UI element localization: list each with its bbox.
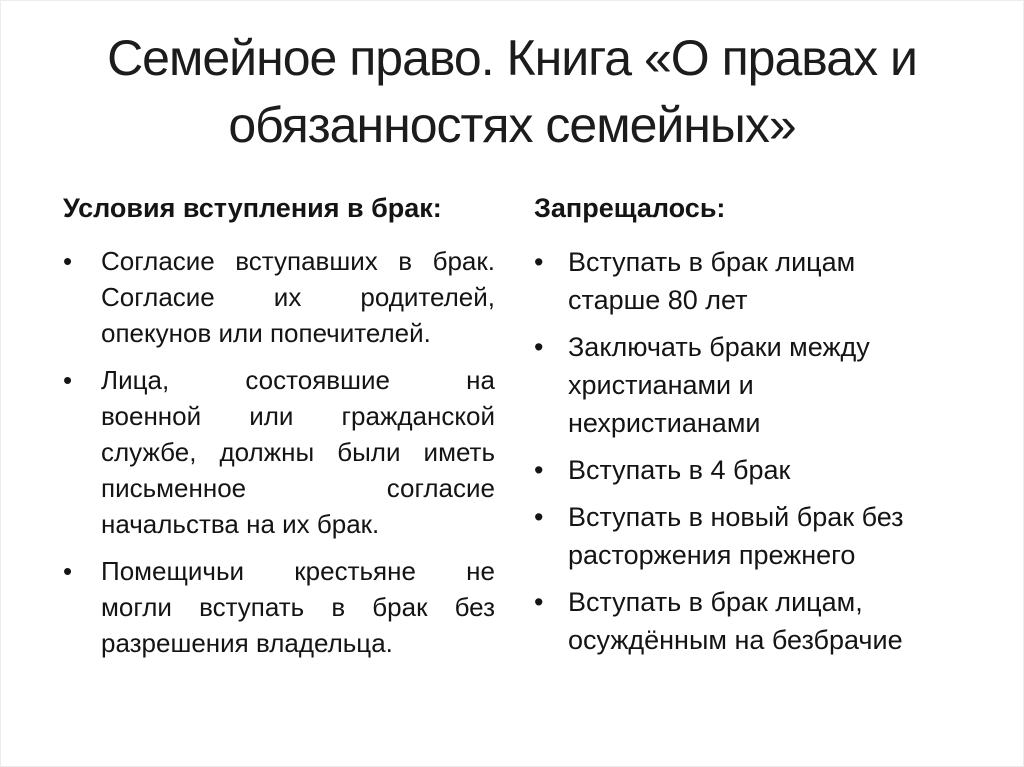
- list-item: [534, 451, 984, 489]
- bullet-text: Заключать браки между христианами и нехристианами: [568, 332, 870, 438]
- bullet-icon: •: [534, 455, 544, 485]
- bullet-icon: •: [63, 556, 73, 586]
- bullet-icon: •: [534, 502, 544, 532]
- list-item: [534, 243, 984, 319]
- bullet-icon: •: [534, 247, 544, 277]
- column-header-prohibitions: Запрещалось:: [534, 193, 726, 223]
- column-marriage-conditions: [63, 191, 495, 672]
- bullet-icon: •: [63, 246, 73, 276]
- bullet-list-prohibitions: [534, 243, 984, 659]
- bullet-text: Вступать в брак лицам, осуждённым на безбрачие: [568, 587, 903, 655]
- bullet-text: Помещичьи крестьяне не могли вступать в брак без разрешения владельца.: [101, 556, 495, 658]
- bullet-text: Вступать в 4 брак: [568, 455, 791, 485]
- slide-title: Семейное право. Книга «О правах и обязанностях семейных»: [107, 30, 917, 153]
- bullet-icon: •: [534, 587, 544, 617]
- list-item: [63, 362, 495, 542]
- list-item: [534, 498, 984, 574]
- list-item: [63, 243, 495, 351]
- column-prohibitions: [534, 191, 984, 672]
- bullet-text: Согласие вступавших в брак. Согласие их родителей, опекунов или попечителей.: [101, 246, 495, 348]
- bullet-text: Вступать в новый брак без расторжения прежнего: [568, 502, 904, 570]
- bullet-list-conditions: [63, 243, 495, 661]
- bullet-icon: •: [534, 332, 544, 362]
- bullet-icon: •: [63, 365, 73, 395]
- list-item: [534, 328, 984, 442]
- column-header-conditions: Условия вступления в брак:: [63, 193, 442, 223]
- list-item: [534, 583, 984, 659]
- bullet-text: Лица, состоявшие на военной или гражданской службе, должны были иметь письменное согласие начальства на их брак.: [101, 365, 495, 539]
- slide-body: [1, 191, 1023, 672]
- bullet-text: Вступать в брак лицам старше 80 лет: [568, 247, 856, 315]
- list-item: [63, 553, 495, 661]
